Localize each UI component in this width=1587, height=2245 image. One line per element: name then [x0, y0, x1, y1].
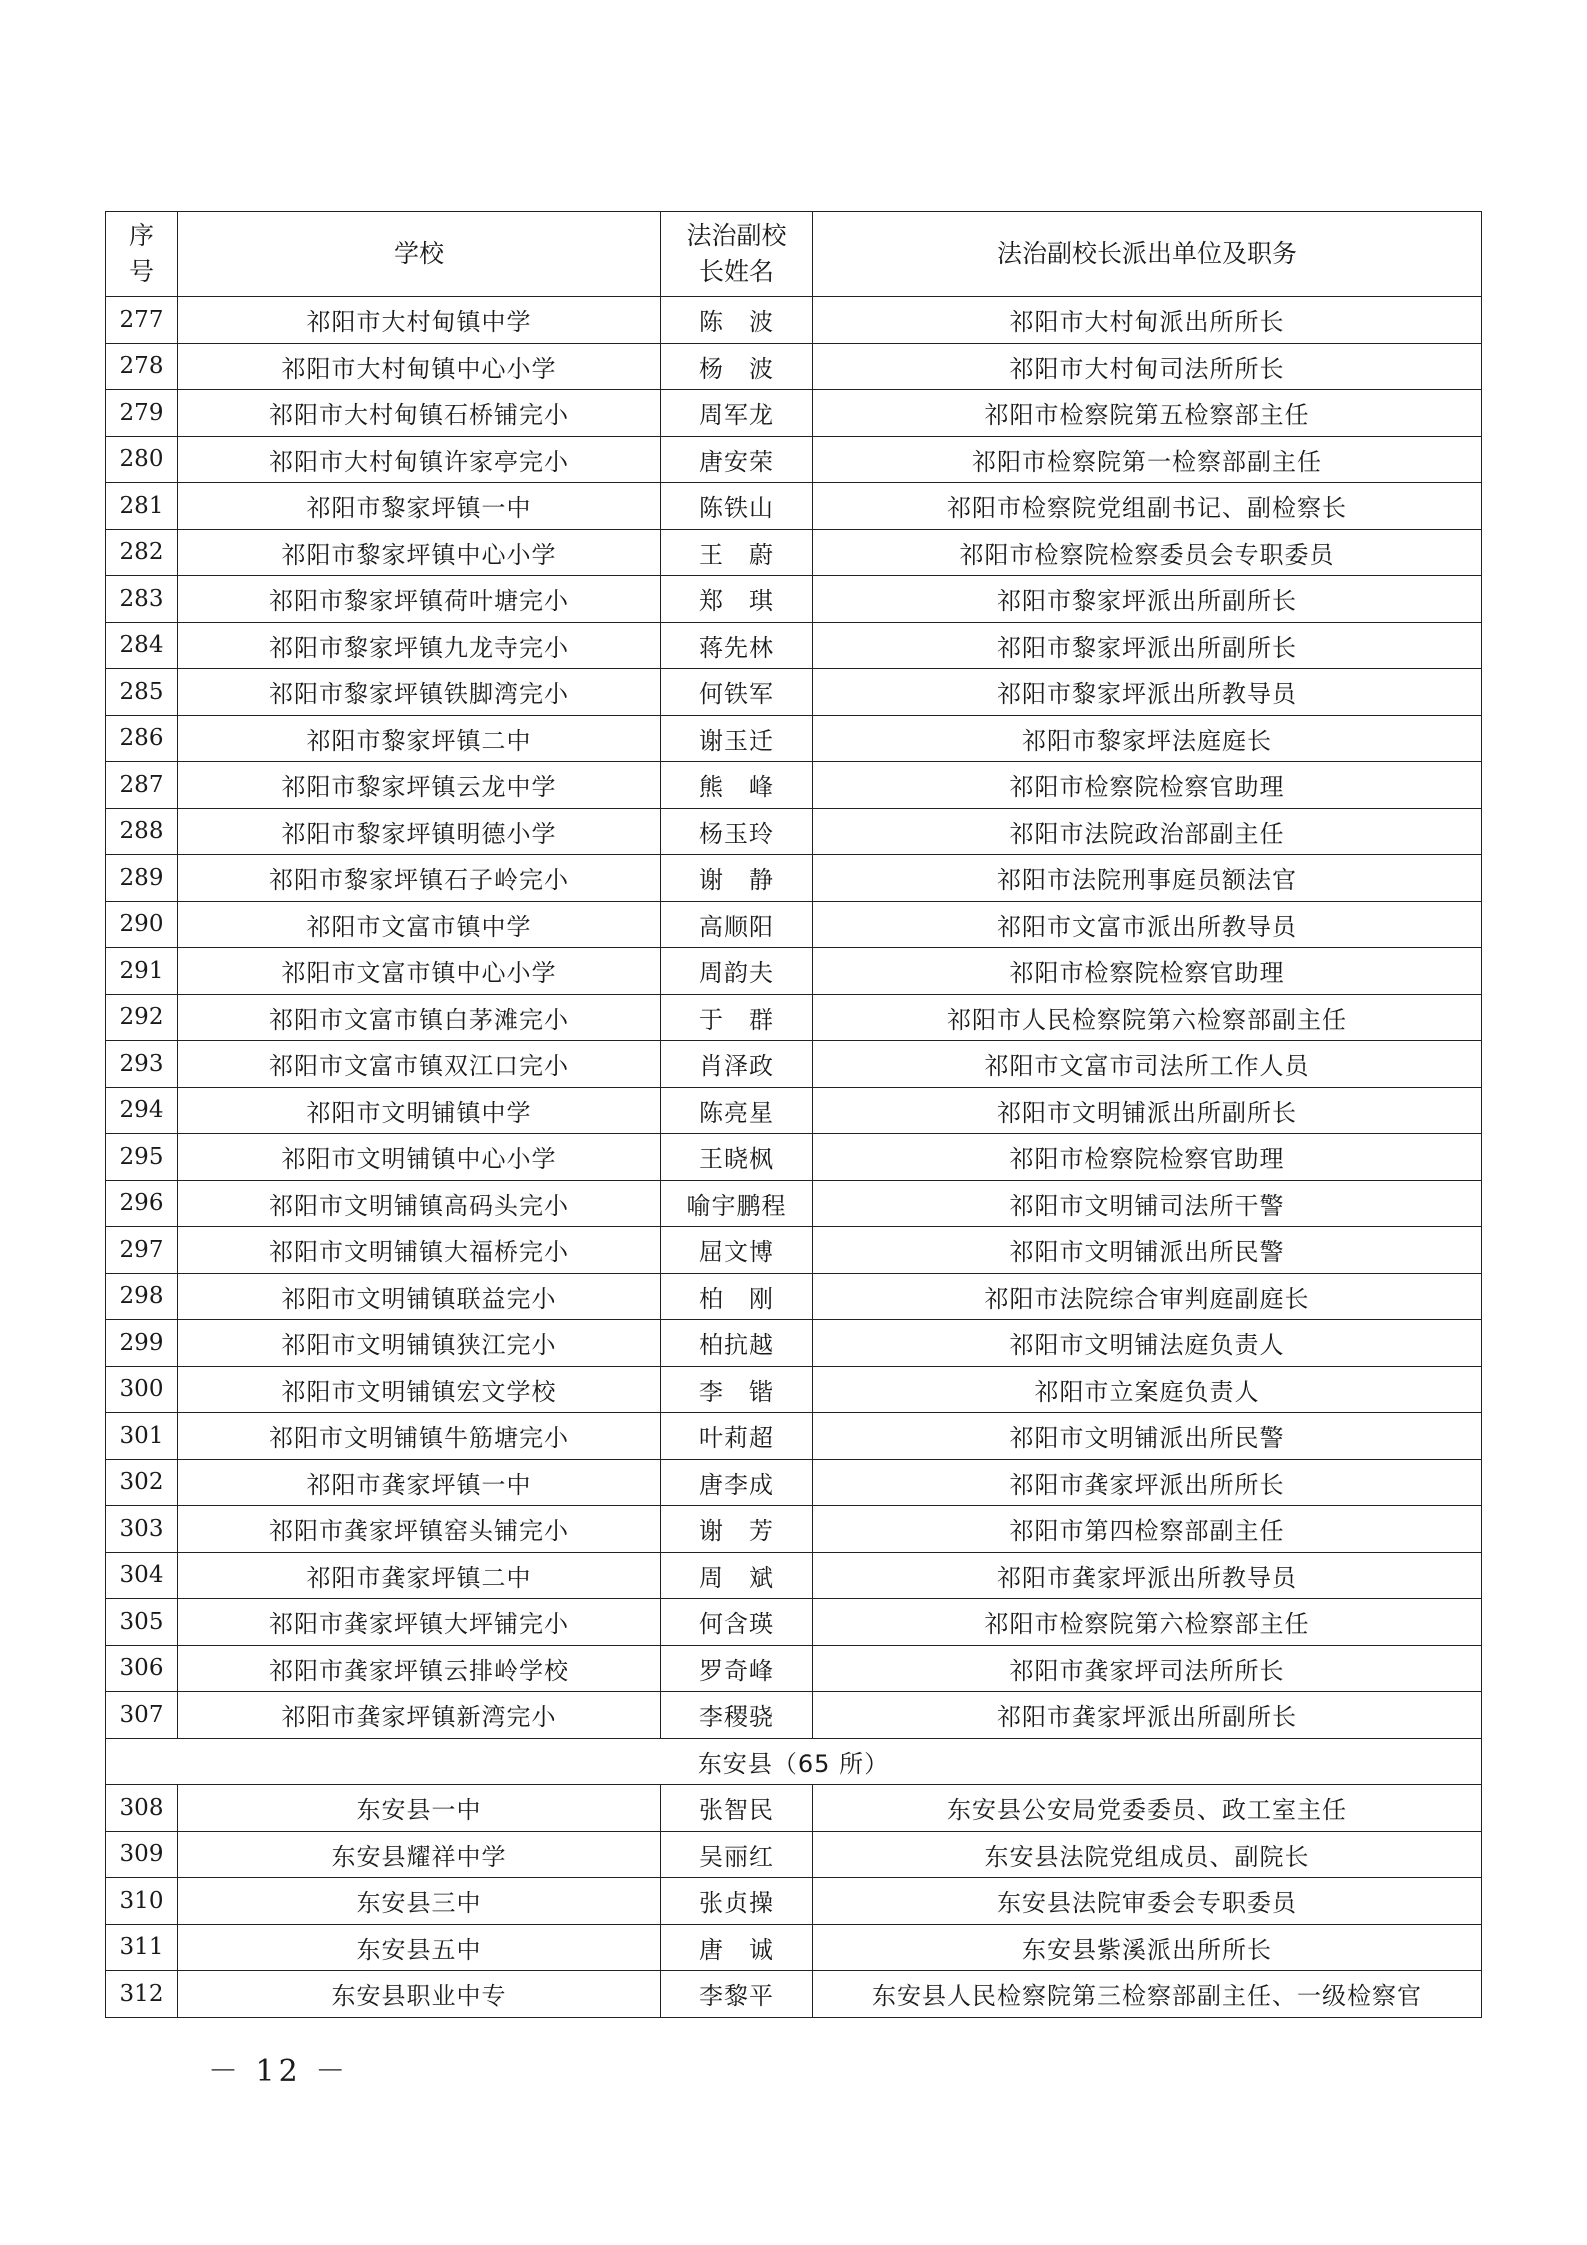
cell-school: 祁阳市黎家坪镇一中: [178, 483, 661, 530]
cell-no: 305: [106, 1599, 178, 1646]
cell-school: 祁阳市文明铺镇大福桥完小: [178, 1227, 661, 1274]
cell-no: 312: [106, 1971, 178, 2018]
table-row: [106, 1971, 1482, 2018]
cell-no: 302: [106, 1459, 178, 1506]
table-row: [106, 1087, 1482, 1134]
cell-name: 王晓枫: [661, 1134, 813, 1181]
cell-name: 罗奇峰: [661, 1645, 813, 1692]
table-row: [106, 436, 1482, 483]
table-row: [106, 808, 1482, 855]
roster-table: [105, 211, 1482, 2018]
cell-unit: 祁阳市文明铺派出所民警: [813, 1413, 1482, 1460]
cell-no: 288: [106, 808, 178, 855]
cell-unit: 祁阳市立案庭负责人: [813, 1366, 1482, 1413]
cell-no: 298: [106, 1273, 178, 1320]
cell-unit: 祁阳市文明铺派出所副所长: [813, 1087, 1482, 1134]
table-row: [106, 1924, 1482, 1971]
cell-unit: 祁阳市黎家坪派出所教导员: [813, 669, 1482, 716]
table-row: [106, 1413, 1482, 1460]
table-row: [106, 1785, 1482, 1832]
table-row: [106, 1227, 1482, 1274]
cell-unit: 祁阳市人民检察院第六检察部副主任: [813, 994, 1482, 1041]
cell-name: 陈 波: [661, 297, 813, 344]
cell-no: 296: [106, 1180, 178, 1227]
cell-school: 东安县五中: [178, 1924, 661, 1971]
table-row: [106, 762, 1482, 809]
cell-no: 295: [106, 1134, 178, 1181]
cell-name: 郑 琪: [661, 576, 813, 623]
cell-unit: 祁阳市文明铺法庭负责人: [813, 1320, 1482, 1367]
cell-no: 283: [106, 576, 178, 623]
cell-unit: 祁阳市文富市派出所教导员: [813, 901, 1482, 948]
table-row: [106, 1506, 1482, 1553]
table-row: [106, 1320, 1482, 1367]
cell-school: 祁阳市黎家坪镇二中: [178, 715, 661, 762]
cell-name: 谢 静: [661, 855, 813, 902]
cell-no: 291: [106, 948, 178, 995]
cell-name: 吴丽红: [661, 1831, 813, 1878]
cell-no: 303: [106, 1506, 178, 1553]
header-no: [106, 212, 178, 297]
cell-no: 300: [106, 1366, 178, 1413]
cell-school: 祁阳市文明铺镇狭江完小: [178, 1320, 661, 1367]
cell-school: 祁阳市大村甸镇中学: [178, 297, 661, 344]
cell-unit: 祁阳市大村甸司法所所长: [813, 343, 1482, 390]
cell-school: 东安县三中: [178, 1878, 661, 1925]
cell-name: 李黎平: [661, 1971, 813, 2018]
cell-unit: 祁阳市龚家坪司法所所长: [813, 1645, 1482, 1692]
cell-name: 周 斌: [661, 1552, 813, 1599]
cell-unit: 祁阳市检察院第五检察部主任: [813, 390, 1482, 437]
cell-unit: 祁阳市检察院检察官助理: [813, 1134, 1482, 1181]
table-row: [106, 994, 1482, 1041]
table-row: [106, 1692, 1482, 1739]
section-row: [106, 1738, 1482, 1785]
cell-school: 祁阳市大村甸镇石桥铺完小: [178, 390, 661, 437]
cell-no: 287: [106, 762, 178, 809]
cell-unit: 祁阳市黎家坪法庭庭长: [813, 715, 1482, 762]
table-row: [106, 901, 1482, 948]
cell-unit: 祁阳市文富市司法所工作人员: [813, 1041, 1482, 1088]
cell-unit: 东安县法院党组成员、副院长: [813, 1831, 1482, 1878]
cell-unit: 祁阳市龚家坪派出所副所长: [813, 1692, 1482, 1739]
cell-unit: 祁阳市检察院检察委员会专职委员: [813, 529, 1482, 576]
cell-school: 祁阳市龚家坪镇一中: [178, 1459, 661, 1506]
table-row: [106, 1273, 1482, 1320]
table-row: [106, 297, 1482, 344]
cell-name: 杨玉玲: [661, 808, 813, 855]
cell-unit: 东安县公安局党委委员、政工室主任: [813, 1785, 1482, 1832]
cell-school: 祁阳市黎家坪镇云龙中学: [178, 762, 661, 809]
table-row: [106, 576, 1482, 623]
table-row: [106, 1599, 1482, 1646]
cell-school: 祁阳市龚家坪镇窑头铺完小: [178, 1506, 661, 1553]
cell-name: 谢玉迁: [661, 715, 813, 762]
cell-school: 祁阳市龚家坪镇云排岭学校: [178, 1645, 661, 1692]
cell-school: 祁阳市黎家坪镇铁脚湾完小: [178, 669, 661, 716]
cell-name: 喻宇鹏程: [661, 1180, 813, 1227]
header-school: [178, 212, 661, 297]
cell-unit: 祁阳市检察院检察官助理: [813, 948, 1482, 995]
cell-no: 285: [106, 669, 178, 716]
cell-name: 周韵夫: [661, 948, 813, 995]
cell-school: 祁阳市文富市镇中学: [178, 901, 661, 948]
cell-unit: 祁阳市检察院党组副书记、副检察长: [813, 483, 1482, 530]
cell-no: 301: [106, 1413, 178, 1460]
table-row: [106, 1878, 1482, 1925]
cell-no: 311: [106, 1924, 178, 1971]
cell-no: 299: [106, 1320, 178, 1367]
cell-no: 297: [106, 1227, 178, 1274]
cell-unit: 祁阳市黎家坪派出所副所长: [813, 622, 1482, 669]
cell-unit: 祁阳市检察院检察官助理: [813, 762, 1482, 809]
header-school-label: 学校: [393, 239, 444, 268]
cell-no: 310: [106, 1878, 178, 1925]
cell-name: 张智民: [661, 1785, 813, 1832]
cell-unit: 祁阳市检察院第六检察部主任: [813, 1599, 1482, 1646]
table-row: [106, 1645, 1482, 1692]
cell-name: 唐 诚: [661, 1924, 813, 1971]
table-row: [106, 855, 1482, 902]
table-row: [106, 1180, 1482, 1227]
cell-no: 294: [106, 1087, 178, 1134]
cell-no: 292: [106, 994, 178, 1041]
header-name-label: 法治副校长姓名: [686, 221, 787, 286]
header-name: [661, 212, 813, 297]
cell-school: 东安县耀祥中学: [178, 1831, 661, 1878]
table-row: [106, 1831, 1482, 1878]
cell-name: 蒋先林: [661, 622, 813, 669]
cell-name: 熊 峰: [661, 762, 813, 809]
cell-name: 陈亮星: [661, 1087, 813, 1134]
cell-name: 张贞操: [661, 1878, 813, 1925]
cell-no: 304: [106, 1552, 178, 1599]
cell-no: 308: [106, 1785, 178, 1832]
cell-no: 279: [106, 390, 178, 437]
table-row: [106, 1459, 1482, 1506]
cell-unit: 东安县人民检察院第三检察部副主任、一级检察官: [813, 1971, 1482, 2018]
cell-unit: 祁阳市文明铺派出所民警: [813, 1227, 1482, 1274]
cell-school: 祁阳市文富市镇白茅滩完小: [178, 994, 661, 1041]
cell-no: 280: [106, 436, 178, 483]
table-row: [106, 343, 1482, 390]
cell-name: 陈铁山: [661, 483, 813, 530]
cell-school: 祁阳市龚家坪镇新湾完小: [178, 1692, 661, 1739]
table-row: [106, 1366, 1482, 1413]
cell-school: 祁阳市文富市镇双江口完小: [178, 1041, 661, 1088]
cell-name: 谢 芳: [661, 1506, 813, 1553]
cell-school: 祁阳市文明铺镇中心小学: [178, 1134, 661, 1181]
cell-no: 277: [106, 297, 178, 344]
cell-name: 何铁军: [661, 669, 813, 716]
cell-no: 307: [106, 1692, 178, 1739]
cell-no: 282: [106, 529, 178, 576]
table-row: [106, 669, 1482, 716]
cell-no: 289: [106, 855, 178, 902]
table-header: [106, 212, 1482, 297]
table-row: [106, 529, 1482, 576]
cell-no: 290: [106, 901, 178, 948]
cell-name: 肖泽政: [661, 1041, 813, 1088]
cell-name: 李稷骁: [661, 1692, 813, 1739]
cell-unit: 祁阳市第四检察部副主任: [813, 1506, 1482, 1553]
header-row: [106, 212, 1482, 297]
cell-no: 306: [106, 1645, 178, 1692]
cell-name: 何含瑛: [661, 1599, 813, 1646]
cell-school: 祁阳市文明铺镇高码头完小: [178, 1180, 661, 1227]
cell-school: 东安县职业中专: [178, 1971, 661, 2018]
cell-unit: 东安县法院审委会专职委员: [813, 1878, 1482, 1925]
cell-unit: 祁阳市文明铺司法所干警: [813, 1180, 1482, 1227]
cell-name: 杨 波: [661, 343, 813, 390]
cell-name: 王 蔚: [661, 529, 813, 576]
cell-school: 祁阳市文明铺镇中学: [178, 1087, 661, 1134]
cell-no: 281: [106, 483, 178, 530]
table-row: [106, 1134, 1482, 1181]
cell-school: 祁阳市文富市镇中心小学: [178, 948, 661, 995]
table-body: [106, 297, 1482, 2018]
cell-school: 祁阳市黎家坪镇荷叶塘完小: [178, 576, 661, 623]
cell-school: 祁阳市大村甸镇许家亭完小: [178, 436, 661, 483]
header-unit: [813, 212, 1482, 297]
cell-school: 祁阳市文明铺镇联益完小: [178, 1273, 661, 1320]
cell-name: 唐李成: [661, 1459, 813, 1506]
table-row: [106, 1041, 1482, 1088]
cell-school: 祁阳市文明铺镇宏文学校: [178, 1366, 661, 1413]
cell-school: 祁阳市黎家坪镇石子岭完小: [178, 855, 661, 902]
cell-unit: 祁阳市法院刑事庭员额法官: [813, 855, 1482, 902]
cell-school: 祁阳市龚家坪镇二中: [178, 1552, 661, 1599]
cell-unit: 祁阳市龚家坪派出所所长: [813, 1459, 1482, 1506]
page-number: － 12 －: [208, 2054, 350, 2089]
cell-unit: 祁阳市法院政治部副主任: [813, 808, 1482, 855]
cell-unit: 祁阳市检察院第一检察部副主任: [813, 436, 1482, 483]
cell-no: 309: [106, 1831, 178, 1878]
cell-name: 李 锴: [661, 1366, 813, 1413]
cell-name: 高顺阳: [661, 901, 813, 948]
table-row: [106, 948, 1482, 995]
cell-school: 东安县一中: [178, 1785, 661, 1832]
cell-no: 293: [106, 1041, 178, 1088]
table-row: [106, 390, 1482, 437]
cell-no: 284: [106, 622, 178, 669]
cell-name: 柏抗越: [661, 1320, 813, 1367]
header-no-label: 序号: [128, 221, 154, 286]
cell-unit: 祁阳市法院综合审判庭副庭长: [813, 1273, 1482, 1320]
cell-name: 叶莉超: [661, 1413, 813, 1460]
cell-name: 于 群: [661, 994, 813, 1041]
section-title: 东安县（65 所）: [106, 1738, 1482, 1785]
cell-school: 祁阳市黎家坪镇中心小学: [178, 529, 661, 576]
cell-school: 祁阳市文明铺镇牛筋塘完小: [178, 1413, 661, 1460]
table-row: [106, 715, 1482, 762]
cell-name: 唐安荣: [661, 436, 813, 483]
cell-school: 祁阳市黎家坪镇明德小学: [178, 808, 661, 855]
cell-school: 祁阳市大村甸镇中心小学: [178, 343, 661, 390]
cell-name: 屈文博: [661, 1227, 813, 1274]
cell-unit: 祁阳市龚家坪派出所教导员: [813, 1552, 1482, 1599]
header-unit-label: 法治副校长派出单位及职务: [996, 239, 1297, 268]
table-row: [106, 622, 1482, 669]
cell-unit: 东安县紫溪派出所所长: [813, 1924, 1482, 1971]
cell-unit: 祁阳市黎家坪派出所副所长: [813, 576, 1482, 623]
table-row: [106, 1552, 1482, 1599]
table-row: [106, 483, 1482, 530]
cell-no: 278: [106, 343, 178, 390]
cell-school: 祁阳市黎家坪镇九龙寺完小: [178, 622, 661, 669]
cell-unit: 祁阳市大村甸派出所所长: [813, 297, 1482, 344]
cell-name: 周军龙: [661, 390, 813, 437]
cell-name: 柏 刚: [661, 1273, 813, 1320]
cell-school: 祁阳市龚家坪镇大坪铺完小: [178, 1599, 661, 1646]
cell-no: 286: [106, 715, 178, 762]
